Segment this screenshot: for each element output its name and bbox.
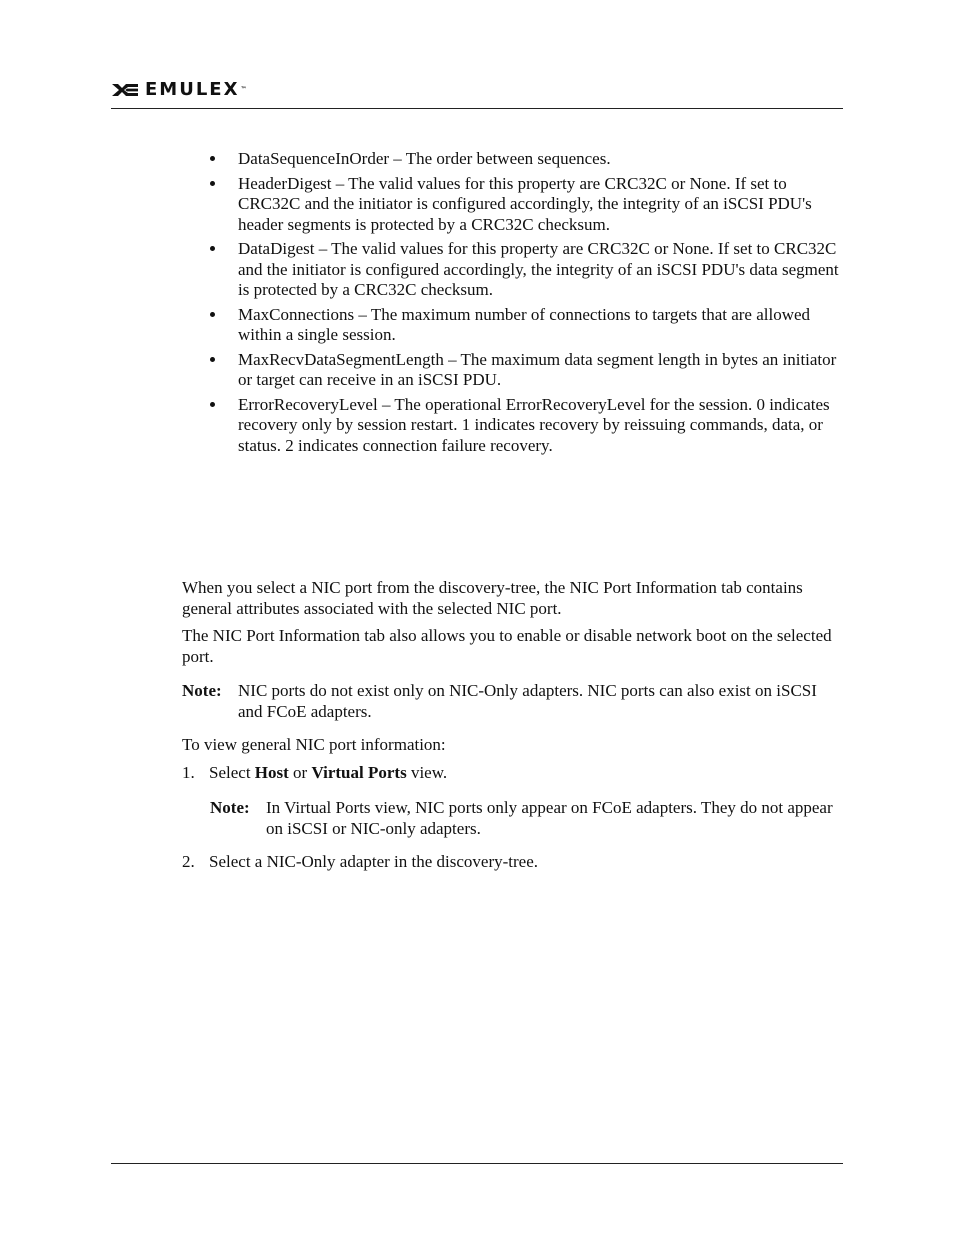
network-boot-paragraph: The NIC Port Information tab also allows you to enable or disable network boot on the selected port.	[182, 626, 832, 666]
footer-rule	[111, 1163, 843, 1164]
list-item: MaxRecvDataSegmentLength – The maximum data segment length in bytes an initiator or target can receive in an iSCSI PDU.	[210, 350, 842, 391]
step-1	[182, 763, 447, 784]
emulex-logo	[111, 80, 246, 100]
emulex-logo-icon	[111, 83, 139, 97]
bullet-icon	[210, 246, 215, 251]
note-text: In Virtual Ports view, NIC ports only appear on FCoE adapters. They do not appear on iSCSI or NIC-only adapters.	[266, 798, 833, 838]
list-item: ErrorRecoveryLevel – The operational ErrorRecoveryLevel for the session. 0 indicates recovery only by session restart. 1 indicates recovery by reissuing commands, data, or status. 2 indicates connection failure recovery.	[210, 395, 842, 457]
bullet-icon	[210, 181, 215, 186]
step-number: 2.	[182, 852, 195, 871]
header-rule	[111, 108, 843, 109]
list-item: DataSequenceInOrder – The order between sequences.	[210, 149, 842, 170]
bullet-icon	[210, 156, 215, 161]
note-nic-ports	[182, 681, 842, 722]
note-virtual-ports	[210, 798, 842, 839]
list-item: MaxConnections – The maximum number of connections to targets that are allowed within a single session.	[210, 305, 842, 346]
bullet-icon	[210, 402, 215, 407]
step-text: Select a NIC-Only adapter in the discovery-tree.	[209, 852, 539, 871]
step-text: Select Host or Virtual Ports view.	[209, 763, 448, 782]
list-item: HeaderDigest – The valid values for this property are CRC32C or None. If set to CRC32C and the initiator is configured accordingly, the integrity of an iSCSI PDU's header segments is protected by a CRC32C checksum.	[210, 174, 842, 236]
step-2	[182, 852, 538, 873]
brand-name: EMULEX™	[145, 79, 247, 100]
step-number: 1.	[182, 763, 195, 782]
note-label: Note:	[182, 681, 222, 700]
property-list	[210, 149, 842, 460]
bullet-icon	[210, 357, 215, 362]
intro-paragraph: When you select a NIC port from the discovery-tree, the NIC Port Information tab contains general attributes associated with the selected NIC port.	[182, 578, 803, 618]
note-label: Note:	[210, 798, 250, 817]
procedure-intro: To view general NIC port information:	[182, 735, 446, 754]
note-text: NIC ports do not exist only on NIC-Only adapters. NIC ports can also exist on iSCSI and FCoE adapters.	[238, 681, 817, 721]
bullet-icon	[210, 312, 215, 317]
list-item: DataDigest – The valid values for this property are CRC32C or None. If set to CRC32C and the initiator is configured accordingly, the integrity of an iSCSI PDU's data segment is protected by a CRC32C checksum.	[210, 239, 842, 301]
